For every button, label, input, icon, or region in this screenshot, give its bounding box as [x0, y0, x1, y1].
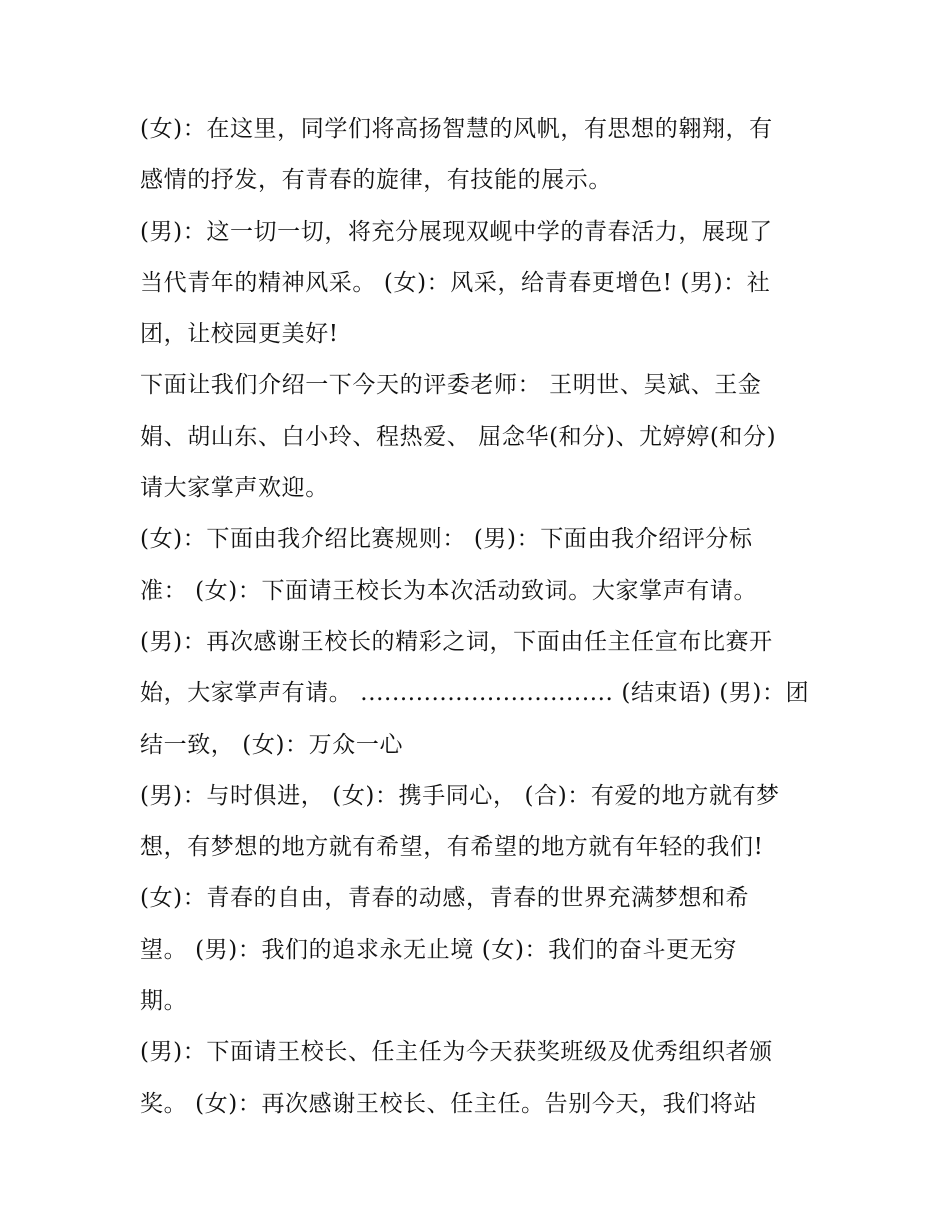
text-line: 团，让校园更美好!	[140, 321, 339, 348]
text-line: 期。	[140, 988, 188, 1015]
text-line: (男)：与时俱进， (女)：携手同心， (合)：有爱的地方就有梦	[140, 782, 780, 809]
text-line: 想，有梦想的地方就有希望，有希望的地方就有年轻的我们!	[140, 834, 764, 861]
text-line: 请大家掌声欢迎。	[140, 475, 329, 502]
text-line: (女)：青春的自由，青春的动感，青春的世界充满梦想和希	[140, 885, 750, 912]
text-line: 始，大家掌声有请。 ................................ (结束语) (男)：团	[140, 680, 810, 707]
text-line: 娟、胡山东、白小玲、程热爱、 屈念华(和分)、尤婷婷(和分)	[140, 423, 777, 450]
text-line: 下面让我们介绍一下今天的评委老师： 王明世、吴斌、王金	[140, 372, 762, 399]
text-line: (女)：下面由我介绍比赛规则： (男)：下面由我介绍评分标	[140, 526, 753, 553]
text-line: (女)：在这里，同学们将高扬智慧的风帆，有思想的翱翔，有	[140, 116, 773, 142]
text-line: 奖。 (女)：再次感谢王校长、任主任。告别今天，我们将站	[140, 1090, 758, 1117]
document-body	[140, 104, 820, 1130]
text-line: (男)：下面请王校长、任主任为今天获奖班级及优秀组织者颁	[140, 1039, 773, 1066]
text-line: 感情的抒发，有青春的旋律，有技能的展示。	[140, 167, 612, 194]
text-line: (男)：再次感谢王校长的精彩之词，下面由任主任宣布比赛开	[140, 628, 773, 655]
text-line: (男)：这一切一切，将充分展现双岘中学的青春活力，展现了	[140, 218, 773, 245]
text-line: 当代青年的精神风采。 (女)：风采，给青春更增色! (男)：社	[140, 269, 771, 296]
text-line: 准： (女)：下面请王校长为本次活动致词。大家掌声有请。	[140, 577, 758, 604]
text-line: 望。 (男)：我们的追求永无止境 (女)：我们的奋斗更无穷	[140, 936, 737, 963]
text-line: 结一致， (女)：万众一心	[140, 731, 404, 758]
